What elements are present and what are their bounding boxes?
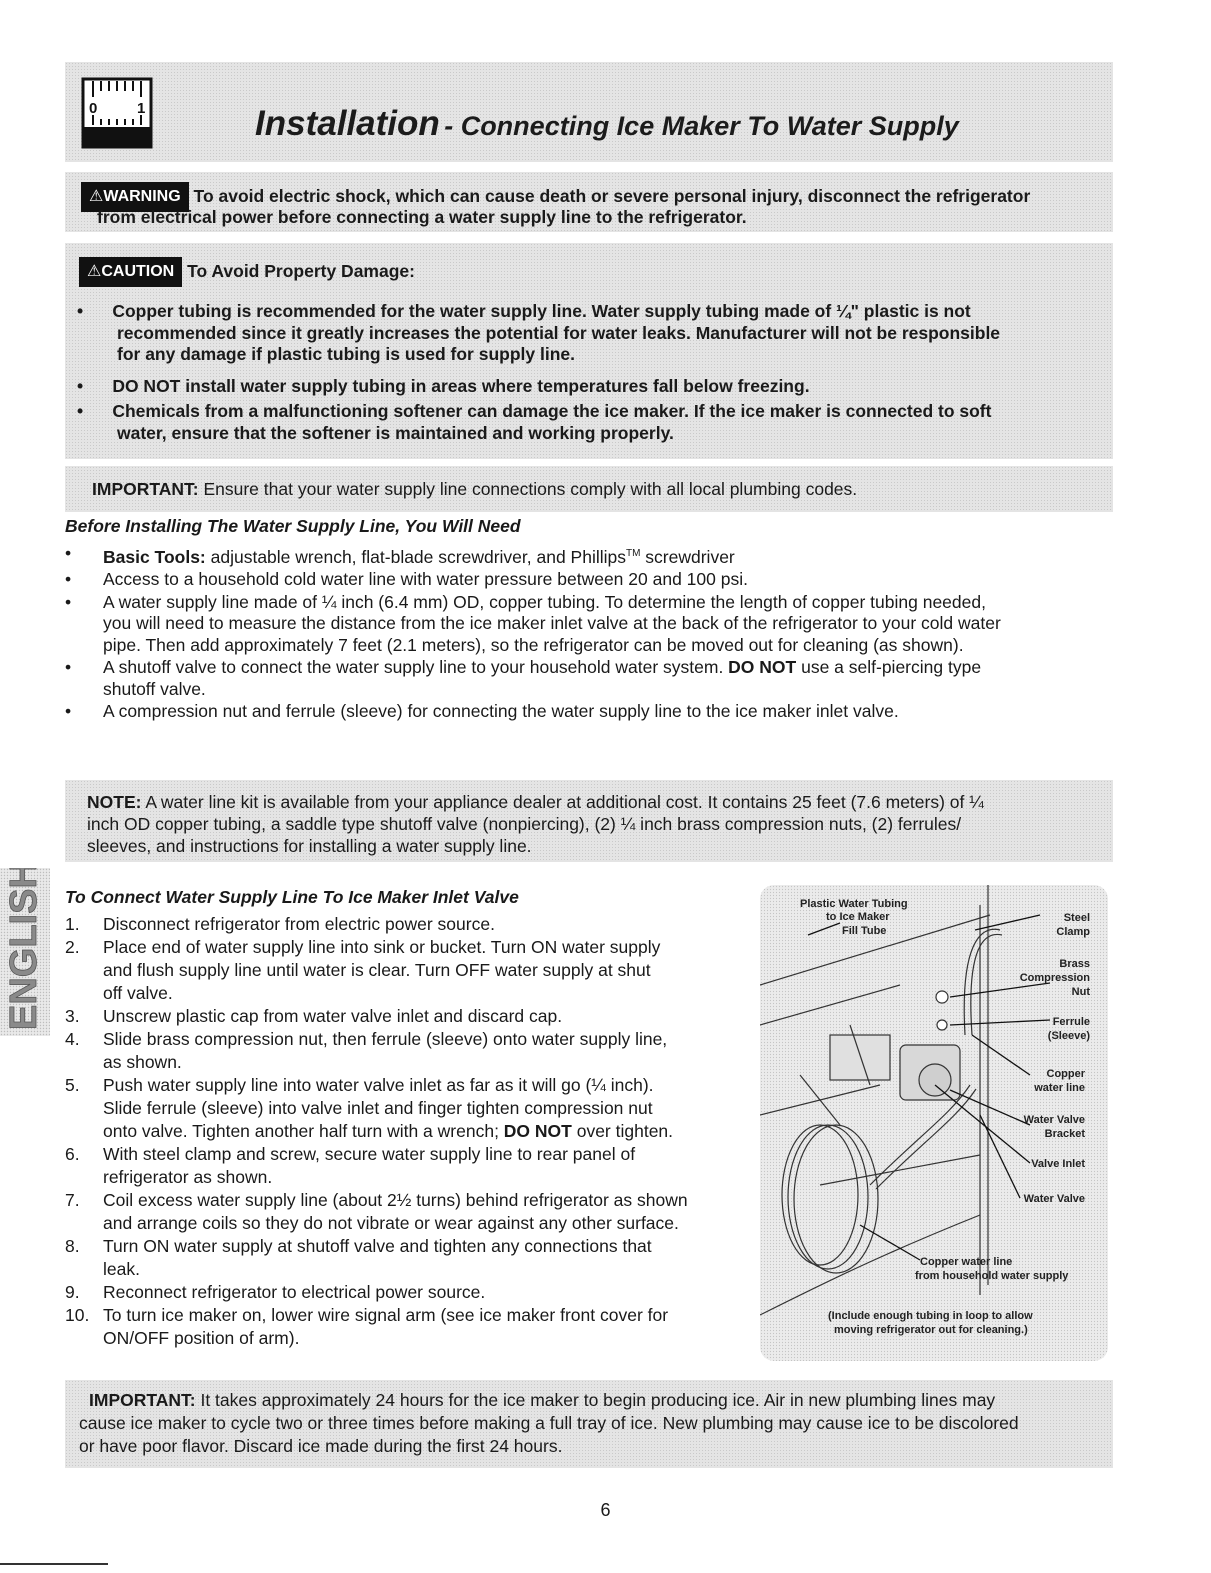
- before-list: [65, 543, 1125, 724]
- step-9: 9. Reconnect refrigerator to electrical power source.: [65, 1282, 486, 1302]
- before-heading: Before Installing The Water Supply Line, You Will Need: [65, 516, 521, 536]
- important-bottom-line-2: cause ice maker to cycle two or three times before making a full tray of ice. New plumbing may cause ice to be discolored: [79, 1413, 1019, 1433]
- page-title: [255, 104, 959, 144]
- important-label: IMPORTANT:: [92, 479, 199, 499]
- label-copper-supply: Copper water line from household water supply: [915, 1256, 1069, 1282]
- before-bullet-tools: • Basic Tools: adjustable wrench, flat-blade screwdriver, and Phillips™ screwdriver: [65, 543, 1125, 568]
- ruler-zero: 0: [89, 100, 98, 117]
- note-line-2: inch OD copper tubing, a saddle type shutoff valve (nonpiercing), (2) ¼ inch brass compression nuts, (2) ferrules/: [87, 814, 962, 834]
- label-valve-bracket: Water Valve Bracket: [1023, 1114, 1085, 1140]
- caution-bullet-1: • Copper tubing is recommended for the water supply line. Water supply tubing made of ¼" plastic is not recommended since it greatly increases the potential for water leaks. Manufacturer will not be responsible for any damage if plastic tubing is used for supply line.: [77, 301, 1001, 364]
- note-box: [65, 780, 1113, 862]
- step-5: 5. Push water supply line into water valve inlet as far as it will go (¼ inch). Slide ferrule (sleeve) into valve inlet and finger tighten compression nut onto valve. Tighten another half turn with a wrench; DO NOT over tighten.: [65, 1075, 674, 1141]
- page-number: 6: [600, 1500, 611, 1520]
- step-6: 6. With steel clamp and screw, secure water supply line to rear panel of refrigerator as shown.: [65, 1144, 636, 1187]
- label-plastic-tubing: Plastic Water Tubing to Ice Maker Fill Tube: [800, 898, 908, 937]
- caution-icon: ⚠: [87, 263, 102, 280]
- important-bottom-line-1: IMPORTANT: It takes approximately 24 hours for the ice maker to begin producing ice. Air in new plumbing lines may: [89, 1390, 996, 1410]
- important-bottom-line-3: or have poor flavor. Discard ice made during the first 24 hours.: [79, 1436, 563, 1456]
- important-box: [65, 466, 1113, 512]
- connect-heading: To Connect Water Supply Line To Ice Maker Inlet Valve: [65, 887, 519, 907]
- page-header: [65, 62, 1113, 162]
- label-valve-inlet: Valve Inlet: [1031, 1158, 1085, 1170]
- important-bottom-box: [65, 1380, 1113, 1468]
- water-valve-diagram: [760, 885, 1108, 1361]
- ruler-icon: [81, 77, 153, 149]
- step-8: 8. Turn ON water supply at shutoff valve and tighten any connections that leak.: [65, 1236, 652, 1279]
- caution-badge: ⚠CAUTION: [79, 257, 182, 287]
- warning-icon: ⚠: [89, 188, 104, 205]
- footer-rule: [0, 1563, 108, 1565]
- language-tab-label: ENGLISH: [3, 868, 45, 1030]
- caution-heading: ⚠CAUTION To Avoid Property Damage:: [79, 257, 415, 287]
- before-bullet-shutoff: • A shutoff valve to connect the water supply line to your household water system. DO NOT use a self-piercing type shutoff valve.: [65, 657, 1125, 700]
- title-main: Installation: [255, 104, 440, 143]
- warning-line-1: ⚠WARNING To avoid electric shock, which can cause death or severe personal injury, disconnect the refrigerator: [81, 182, 1030, 212]
- caution-bullet-2: • DO NOT install water supply tubing in areas where temperatures fall below freezing.: [77, 376, 810, 396]
- connect-steps: [65, 913, 755, 1350]
- before-bullet-supply-line: • A water supply line made of ¼ inch (6.4 mm) OD, copper tubing. To determine the length of copper tubing needed, you will need to measure the distance from the ice maker inlet valve at the back of the refrigerator to your cold water pipe. Then add approximately 7 feet (2.1 meters), so the refrigerator can be moved out for cleaning (as shown).: [65, 592, 1125, 657]
- label-steel-clamp: Steel Clamp: [1056, 912, 1090, 938]
- step-1: 1. Disconnect refrigerator from electric power source.: [65, 914, 495, 934]
- warning-box: [65, 172, 1113, 232]
- caution-box: [65, 243, 1113, 459]
- before-bullet-access: • Access to a household cold water line with water pressure between 20 and 100 psi.: [65, 569, 1125, 591]
- warning-line-2: from electrical power before connecting a water supply line to the refrigerator.: [97, 207, 747, 227]
- before-bullet-compression: • A compression nut and ferrule (sleeve) for connecting the water supply line to the ice maker inlet valve.: [65, 701, 1125, 723]
- step-7: 7. Coil excess water supply line (about 2½ turns) behind refrigerator as shown and arrange coils so they do not vibrate or wear against any other surface.: [65, 1190, 688, 1233]
- label-ferrule: Ferrule (Sleeve): [1047, 1016, 1090, 1042]
- warning-badge: ⚠WARNING: [81, 182, 189, 212]
- label-brass-nut: Brass Compression Nut: [1019, 958, 1090, 998]
- label-copper-line: Copper water line: [1034, 1068, 1085, 1094]
- note-line-3: sleeves, and instructions for installing a water supply line.: [87, 836, 532, 856]
- title-sub: - Connecting Ice Maker To Water Supply: [444, 111, 959, 141]
- language-tab: [0, 868, 50, 1036]
- label-water-valve: Water Valve: [1023, 1193, 1085, 1205]
- step-2: 2. Place end of water supply line into sink or bucket. Turn ON water supply and flush supply line until water is clear. Turn OFF water supply at shut off valve.: [65, 937, 661, 1003]
- important-text: Ensure that your water supply line connections comply with all local plumbing codes.: [198, 479, 858, 499]
- label-include-note: (Include enough tubing in loop to allow moving refrigerator out for cleaning.): [828, 1310, 1033, 1336]
- ruler-one: 1: [137, 100, 146, 117]
- caution-bullet-3: • Chemicals from a malfunctioning softener can damage the ice maker. If the ice maker is connected to soft water, ensure that the softener is maintained and working properly.: [77, 401, 992, 443]
- step-4: 4. Slide brass compression nut, then ferrule (sleeve) onto water supply line, as shown.: [65, 1029, 668, 1072]
- note-line-1: NOTE: A water line kit is available from your appliance dealer at additional cost. It contains 25 feet (7.6 meters) of ¼: [87, 792, 984, 812]
- step-10: 10. To turn ice maker on, lower wire signal arm (see ice maker front cover for ON/OFF position of arm).: [65, 1305, 669, 1348]
- step-3: 3. Unscrew plastic cap from water valve inlet and discard cap.: [65, 1006, 563, 1026]
